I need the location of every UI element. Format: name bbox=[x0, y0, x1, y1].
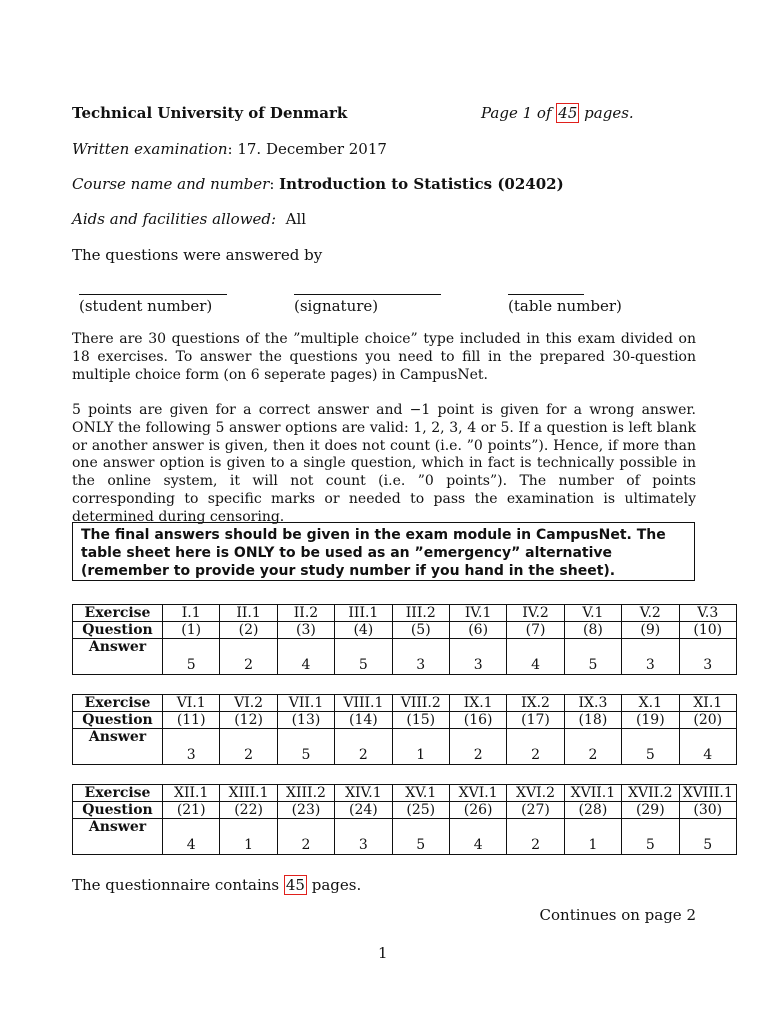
question-cell: (21) bbox=[163, 802, 220, 819]
exercise-cell: XIII.1 bbox=[220, 785, 277, 802]
aids-label: Aids and facilities allowed: bbox=[72, 210, 277, 228]
answer-cell: 2 bbox=[220, 729, 277, 765]
questionnaire-pages-link[interactable]: 45 bbox=[285, 876, 305, 894]
question-header: Question bbox=[73, 802, 163, 819]
exercise-cell: XVI.1 bbox=[449, 785, 506, 802]
answer-table-3 bbox=[72, 784, 737, 855]
question-row bbox=[73, 802, 737, 819]
exercise-cell: II.1 bbox=[220, 605, 277, 622]
question-cell: (23) bbox=[277, 802, 334, 819]
exercise-cell: IX.2 bbox=[507, 695, 564, 712]
question-cell: (30) bbox=[679, 802, 736, 819]
question-cell: (13) bbox=[277, 712, 334, 729]
question-cell: (2) bbox=[220, 622, 277, 639]
answer-row bbox=[73, 819, 737, 855]
answer-cell: 2 bbox=[277, 819, 334, 855]
answer-cell: 2 bbox=[507, 729, 564, 765]
exercise-cell: XVI.2 bbox=[507, 785, 564, 802]
answer-cell: 3 bbox=[449, 639, 506, 675]
aids-value: All bbox=[285, 210, 307, 228]
question-cell: (5) bbox=[392, 622, 449, 639]
exercise-cell: V.1 bbox=[564, 605, 621, 622]
answer-cell: 3 bbox=[392, 639, 449, 675]
question-header: Question bbox=[73, 712, 163, 729]
question-cell: (29) bbox=[622, 802, 679, 819]
course-info bbox=[72, 175, 564, 193]
question-cell: (4) bbox=[335, 622, 392, 639]
question-cell: (1) bbox=[163, 622, 220, 639]
question-row bbox=[73, 622, 737, 639]
exercise-header: Exercise bbox=[73, 785, 163, 802]
emergency-notice-box: The final answers should be given in the exam module in CampusNet. The table sheet here is ONLY to be used as an ”emergency” alternative (remember to provide your study number if you hand in the sheet). bbox=[72, 522, 695, 581]
page-number: 1 bbox=[378, 944, 388, 962]
answer-table-2 bbox=[72, 694, 737, 765]
question-cell: (15) bbox=[392, 712, 449, 729]
exercise-cell: V.2 bbox=[622, 605, 679, 622]
answer-table-1 bbox=[72, 604, 737, 675]
exercise-row bbox=[73, 785, 737, 802]
exercise-cell: VIII.2 bbox=[392, 695, 449, 712]
table-number-line bbox=[508, 294, 584, 295]
exercise-row bbox=[73, 695, 737, 712]
aids-info bbox=[72, 210, 306, 228]
course-colon: : bbox=[269, 175, 280, 193]
answer-cell: 5 bbox=[679, 819, 736, 855]
answer-cell: 5 bbox=[163, 639, 220, 675]
exercise-cell: XV.1 bbox=[392, 785, 449, 802]
exercise-cell: XIV.1 bbox=[335, 785, 392, 802]
page-indicator-prefix: Page 1 of bbox=[481, 104, 552, 122]
signature-line bbox=[294, 294, 441, 295]
exercise-cell: VI.2 bbox=[220, 695, 277, 712]
exercise-cell: IX.1 bbox=[449, 695, 506, 712]
exercise-cell: I.1 bbox=[163, 605, 220, 622]
question-cell: (17) bbox=[507, 712, 564, 729]
exercise-cell: III.1 bbox=[335, 605, 392, 622]
answer-cell: 4 bbox=[679, 729, 736, 765]
question-cell: (26) bbox=[449, 802, 506, 819]
answer-row bbox=[73, 729, 737, 765]
answer-cell: 5 bbox=[277, 729, 334, 765]
answered-by-text: The questions were answered by bbox=[72, 246, 323, 264]
exercise-cell: V.3 bbox=[679, 605, 736, 622]
answer-cell: 2 bbox=[220, 639, 277, 675]
exercise-cell: VII.1 bbox=[277, 695, 334, 712]
question-cell: (12) bbox=[220, 712, 277, 729]
exercise-cell: IV.2 bbox=[507, 605, 564, 622]
continues-on-next-page: Continues on page 2 bbox=[539, 906, 696, 924]
answer-cell: 5 bbox=[564, 639, 621, 675]
table-number-label: (table number) bbox=[508, 297, 622, 315]
instructions-paragraph-1: There are 30 questions of the ”multiple choice” type included in this exam divided on 18 exercises. To answer the questions you need to fill in the prepared 30-question multiple choice form (on 6 seperate pages) in CampusNet. bbox=[72, 331, 696, 383]
answer-cell: 2 bbox=[449, 729, 506, 765]
course-value: Introduction to Statistics (02402) bbox=[279, 175, 564, 193]
question-cell: (25) bbox=[392, 802, 449, 819]
answer-cell: 2 bbox=[564, 729, 621, 765]
answer-cell: 1 bbox=[220, 819, 277, 855]
question-cell: (22) bbox=[220, 802, 277, 819]
answer-cell: 2 bbox=[507, 819, 564, 855]
answer-cell: 1 bbox=[564, 819, 621, 855]
answer-header: Answer bbox=[73, 819, 163, 855]
university-name: Technical University of Denmark bbox=[72, 104, 348, 122]
page-indicator-suffix: pages. bbox=[584, 104, 634, 122]
exercise-cell: XVII.2 bbox=[622, 785, 679, 802]
answer-cell: 1 bbox=[392, 729, 449, 765]
question-cell: (11) bbox=[163, 712, 220, 729]
question-cell: (27) bbox=[507, 802, 564, 819]
answer-cell: 2 bbox=[335, 729, 392, 765]
exam-date bbox=[72, 140, 387, 158]
exercise-cell: XI.1 bbox=[679, 695, 736, 712]
question-cell: (28) bbox=[564, 802, 621, 819]
exercise-header: Exercise bbox=[73, 695, 163, 712]
answer-cell: 5 bbox=[335, 639, 392, 675]
exercise-cell: X.1 bbox=[622, 695, 679, 712]
exercise-cell: IX.3 bbox=[564, 695, 621, 712]
question-cell: (19) bbox=[622, 712, 679, 729]
exercise-cell: VI.1 bbox=[163, 695, 220, 712]
signature-label: (signature) bbox=[294, 297, 379, 315]
page-indicator bbox=[481, 104, 634, 122]
question-row bbox=[73, 712, 737, 729]
answer-header: Answer bbox=[73, 729, 163, 765]
exam-date-value: : 17. December 2017 bbox=[227, 140, 387, 158]
exercise-cell: VIII.1 bbox=[335, 695, 392, 712]
answer-cell: 4 bbox=[449, 819, 506, 855]
questionnaire-prefix: The questionnaire contains bbox=[72, 876, 280, 894]
answer-cell: 3 bbox=[163, 729, 220, 765]
answer-cell: 4 bbox=[277, 639, 334, 675]
answer-cell: 5 bbox=[622, 729, 679, 765]
exercise-cell: II.2 bbox=[277, 605, 334, 622]
question-cell: (10) bbox=[679, 622, 736, 639]
question-cell: (6) bbox=[449, 622, 506, 639]
question-cell: (14) bbox=[335, 712, 392, 729]
exercise-cell: IV.1 bbox=[449, 605, 506, 622]
answer-cell: 4 bbox=[163, 819, 220, 855]
question-cell: (24) bbox=[335, 802, 392, 819]
exercise-header: Exercise bbox=[73, 605, 163, 622]
answer-cell: 5 bbox=[392, 819, 449, 855]
answer-row bbox=[73, 639, 737, 675]
total-pages-link[interactable]: 45 bbox=[558, 104, 578, 122]
answer-cell: 4 bbox=[507, 639, 564, 675]
question-cell: (18) bbox=[564, 712, 621, 729]
exercise-cell: XVII.1 bbox=[564, 785, 621, 802]
exercise-cell: XVIII.1 bbox=[679, 785, 736, 802]
question-cell: (7) bbox=[507, 622, 564, 639]
instructions-paragraph-2: 5 points are given for a correct answer and −1 point is given for a wrong answer. ONLY the following 5 answer options are valid: 1, 2, 3, 4 or 5. If a question is left blank or another answer is given, then it does not count (i.e. ”0 points”). Hence, if more than one answer option is given to a single question, which in fact is technically possible in the online system, it will not count (i.e. ”0 points”). The number of points corresponding to specific marks or needed to pass the examination is ultimately determined during censoring. bbox=[72, 402, 696, 525]
exercise-cell: III.2 bbox=[392, 605, 449, 622]
question-cell: (9) bbox=[622, 622, 679, 639]
question-cell: (20) bbox=[679, 712, 736, 729]
exercise-row bbox=[73, 605, 737, 622]
course-label: Course name and number bbox=[72, 175, 270, 193]
questionnaire-page-count bbox=[72, 876, 361, 894]
question-cell: (16) bbox=[449, 712, 506, 729]
student-number-label: (student number) bbox=[79, 297, 213, 315]
question-cell: (3) bbox=[277, 622, 334, 639]
question-header: Question bbox=[73, 622, 163, 639]
questionnaire-suffix: pages. bbox=[311, 876, 362, 894]
answer-header: Answer bbox=[73, 639, 163, 675]
answer-cell: 3 bbox=[679, 639, 736, 675]
exam-date-label: Written examination bbox=[72, 140, 228, 158]
exercise-cell: XIII.2 bbox=[277, 785, 334, 802]
answer-cell: 3 bbox=[335, 819, 392, 855]
answer-cell: 3 bbox=[622, 639, 679, 675]
question-cell: (8) bbox=[564, 622, 621, 639]
student-number-line bbox=[79, 294, 227, 295]
exercise-cell: XII.1 bbox=[163, 785, 220, 802]
answer-cell: 5 bbox=[622, 819, 679, 855]
